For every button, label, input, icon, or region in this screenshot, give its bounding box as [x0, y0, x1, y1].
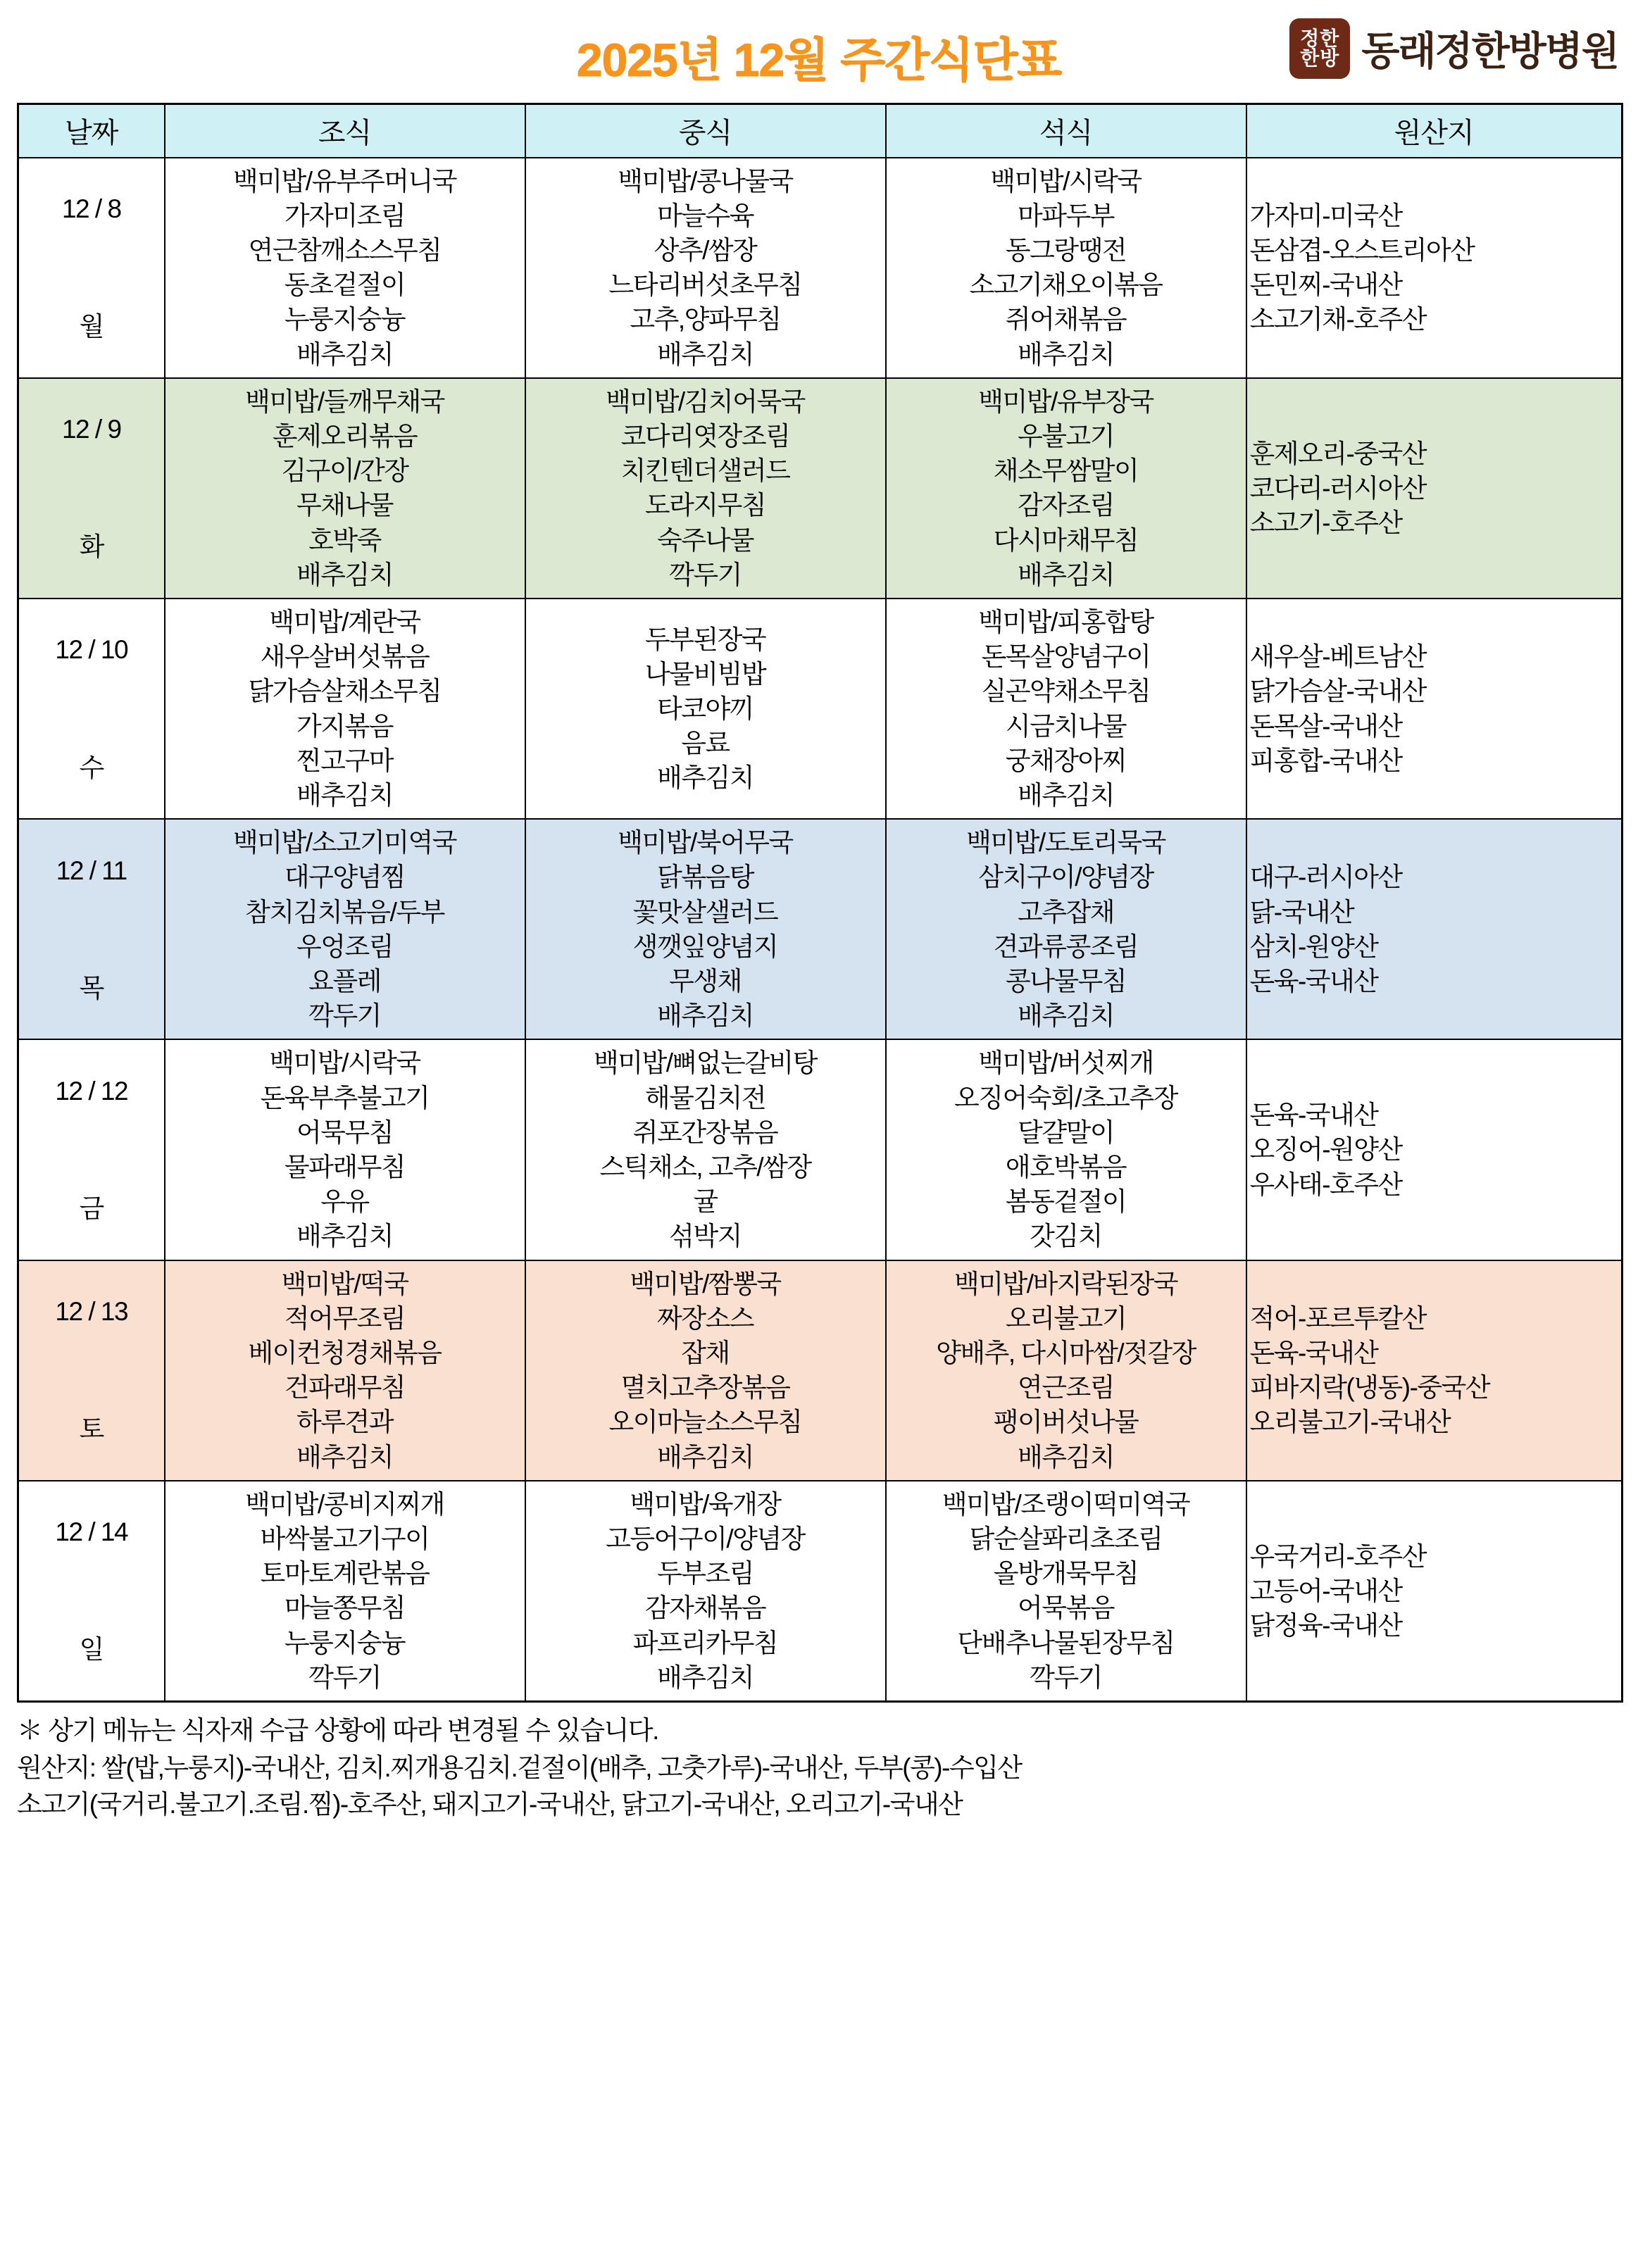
hospital-name: 동래정한방병원	[1361, 29, 1618, 73]
weekday-value: 월	[79, 312, 104, 342]
logo-line-2: 한방	[1300, 47, 1340, 69]
menu-item: 백미밥/북어무국	[618, 828, 793, 858]
menu-item: 베이컨청경채볶음	[248, 1339, 442, 1367]
cell-date	[18, 819, 165, 1039]
brand-block	[1289, 18, 1618, 79]
menu-item: 봄동겉절이	[1005, 1187, 1127, 1217]
menu-item: 백미밥/조랭이떡미역국	[942, 1489, 1190, 1519]
cell-dinner	[886, 599, 1246, 819]
cell-lunch	[525, 1481, 886, 1702]
origin-item: 피홍합-국내산	[1249, 746, 1402, 775]
menu-item: 배추김치	[657, 339, 754, 369]
origin-item: 돈육-국내산	[1249, 966, 1378, 996]
menu-item: 닭가슴살채소무침	[248, 677, 442, 706]
table-row	[18, 378, 1623, 599]
menu-item: 백미밥/들깨무채국	[245, 387, 444, 416]
menu-item: 백미밥/콩비지찌개	[245, 1489, 444, 1519]
origin-item: 훈제오리-중국산	[1249, 439, 1427, 468]
menu-item: 어묵볶음	[1018, 1593, 1114, 1623]
date-spacer	[22, 446, 161, 530]
menu-item: 잡채	[681, 1339, 730, 1367]
column-header-date: 날짜	[18, 104, 165, 158]
menu-item: 배추김치	[1018, 339, 1114, 369]
menu-item: 닭볶음탕	[657, 863, 754, 892]
menu-item: 애호박볶음	[1005, 1152, 1127, 1182]
footer-notes	[17, 1712, 1621, 1824]
menu-item: 삼치구이/양념장	[978, 863, 1154, 892]
date-value: 12 / 8	[61, 194, 121, 223]
table-row	[18, 1481, 1623, 1702]
menu-item: 배추김치	[1018, 780, 1114, 810]
menu-item: 배추김치	[657, 1662, 754, 1692]
menu-item: 상추/쌈장	[654, 235, 757, 265]
cell-date	[18, 1260, 165, 1481]
menu-item: 양배추, 다시마쌈/젓갈장	[936, 1339, 1196, 1367]
menu-item: 음료	[681, 729, 730, 758]
menu-item: 시금치나물	[1005, 711, 1127, 741]
menu-item: 치킨텐더샐러드	[620, 456, 790, 486]
menu-item: 대구양념찜	[284, 863, 406, 892]
menu-item: 참치김치볶음/두부	[245, 897, 444, 927]
menu-item: 백미밥/떡국	[281, 1269, 408, 1298]
menu-item: 스틱채소, 고추/쌈장	[599, 1152, 811, 1182]
cell-date	[18, 599, 165, 819]
cell-dinner	[886, 1481, 1246, 1702]
menu-item: 배추김치	[296, 780, 393, 810]
menu-item: 바싹불고기구이	[260, 1524, 430, 1554]
menu-item: 마파두부	[1018, 201, 1114, 230]
table-row	[18, 599, 1623, 819]
cell-breakfast	[165, 1260, 525, 1481]
date-value: 12 / 13	[55, 1297, 128, 1326]
menu-item: 배추김치	[1018, 1001, 1114, 1031]
menu-item: 해물김치전	[644, 1083, 766, 1113]
menu-item: 배추김치	[296, 560, 393, 589]
origin-item: 대구-러시아산	[1249, 863, 1402, 892]
weekday-value: 수	[79, 753, 104, 782]
menu-item: 꽃맛살샐러드	[632, 897, 778, 927]
menu-item: 우유	[320, 1187, 369, 1217]
origin-item: 고등어-국내산	[1249, 1576, 1402, 1605]
cell-breakfast	[165, 599, 525, 819]
date-spacer	[22, 1329, 161, 1412]
menu-item: 백미밥/도토리묵국	[966, 828, 1165, 858]
menu-item: 나물비빔밥	[644, 659, 766, 689]
weekday-value: 목	[79, 973, 104, 1003]
menu-item: 배추김치	[657, 763, 754, 793]
weekday-value: 화	[79, 532, 104, 562]
menu-item: 배추김치	[296, 1222, 393, 1251]
menu-item: 김구이/간장	[281, 456, 408, 486]
menu-item: 배추김치	[1018, 1442, 1114, 1472]
menu-item: 궁채장아찌	[1005, 746, 1127, 775]
menu-item: 누룽지숭늉	[284, 305, 406, 334]
table-row	[18, 1039, 1623, 1260]
menu-item: 백미밥/유부장국	[978, 387, 1154, 416]
cell-date	[18, 158, 165, 378]
origin-item: 피바지락(냉동)-중국산	[1249, 1373, 1490, 1403]
origin-item: 돈목살-국내산	[1249, 711, 1402, 741]
page-header	[17, 13, 1621, 103]
menu-item: 짜장소스	[657, 1303, 754, 1333]
menu-item: 배추김치	[296, 1442, 393, 1472]
cell-dinner	[886, 158, 1246, 378]
menu-item: 도라지무침	[644, 491, 766, 520]
menu-item: 콩나물무침	[1005, 966, 1127, 996]
menu-item: 백미밥/소고기미역국	[233, 828, 456, 858]
date-value: 12 / 11	[56, 856, 127, 885]
date-value: 12 / 12	[55, 1076, 128, 1105]
menu-item: 훈제오리볶음	[272, 421, 418, 451]
origin-item: 코다리-러시아산	[1249, 473, 1427, 503]
menu-item: 귤	[693, 1187, 718, 1217]
cell-breakfast	[165, 158, 525, 378]
menu-item: 생깻잎양념지	[632, 932, 778, 961]
hospital-logo-icon	[1289, 18, 1350, 79]
cell-lunch	[525, 378, 886, 599]
cell-origin	[1246, 1260, 1623, 1481]
menu-item: 올방개묵무침	[993, 1559, 1139, 1589]
cell-breakfast	[165, 1481, 525, 1702]
date-spacer	[22, 888, 161, 971]
menu-item: 고추잡채	[1018, 897, 1114, 927]
menu-item: 깍두기	[308, 1001, 381, 1031]
cell-dinner	[886, 1039, 1246, 1260]
date-spacer	[22, 1549, 161, 1632]
cell-origin	[1246, 599, 1623, 819]
origin-item: 돈육-국내산	[1249, 1101, 1378, 1130]
column-header-dinner: 석식	[886, 104, 1246, 158]
cell-lunch	[525, 819, 886, 1039]
menu-item: 건파래무침	[284, 1373, 406, 1403]
menu-item: 섞박지	[669, 1222, 742, 1251]
menu-item: 하루견과	[296, 1408, 393, 1437]
cell-dinner	[886, 819, 1246, 1039]
menu-item: 백미밥/시락국	[990, 166, 1142, 196]
origin-item: 돈삼겹-오스트리아산	[1249, 235, 1475, 265]
menu-item: 연근조림	[1018, 1373, 1114, 1403]
menu-item: 배추김치	[296, 339, 393, 369]
cell-date	[18, 378, 165, 599]
page-title: 2025년 12월 주간식단표	[576, 34, 1062, 86]
menu-item: 어묵무침	[296, 1117, 393, 1147]
cell-origin	[1246, 158, 1623, 378]
menu-item: 무생채	[669, 966, 742, 996]
menu-item: 백미밥/피홍합탕	[978, 607, 1154, 637]
menu-item: 우엉조림	[296, 932, 393, 961]
menu-item: 우불고기	[1018, 421, 1114, 451]
cell-origin	[1246, 1039, 1623, 1260]
note-line-3: 소고기(국거리.불고기.조림.찜)-호주산, 돼지고기-국내산, 닭고기-국내산, 오리고기-국내산	[17, 1790, 963, 1819]
origin-item: 새우살-베트남산	[1249, 642, 1427, 672]
cell-dinner	[886, 378, 1246, 599]
menu-item: 두부된장국	[644, 625, 766, 654]
menu-item: 소고기채오이볶음	[969, 270, 1163, 300]
origin-item: 삼치-원양산	[1249, 932, 1378, 961]
origin-item: 닭가슴살-국내산	[1249, 677, 1427, 706]
menu-item: 오징어숙회/초고추장	[954, 1083, 1177, 1113]
menu-item: 채소무쌈말이	[993, 456, 1139, 486]
date-value: 12 / 9	[61, 415, 121, 444]
menu-item: 돈목살양념구이	[981, 642, 1151, 672]
menu-item: 견과류콩조림	[993, 932, 1139, 961]
origin-item: 소고기-호주산	[1249, 508, 1402, 537]
table-row	[18, 158, 1623, 378]
menu-item: 새우살버섯볶음	[260, 642, 430, 672]
menu-item: 백미밥/유부주머니국	[233, 166, 456, 196]
cell-lunch	[525, 599, 886, 819]
menu-item: 마늘수육	[657, 201, 754, 230]
menu-item: 백미밥/버섯찌개	[978, 1048, 1154, 1078]
menu-item: 쥐어채볶음	[1005, 305, 1127, 334]
weekday-value: 토	[79, 1415, 104, 1444]
menu-item: 고등어구이/양념장	[606, 1524, 805, 1554]
menu-item: 코다리엿장조림	[620, 421, 790, 451]
date-spacer	[22, 668, 161, 751]
menu-item: 마늘쫑무침	[284, 1593, 406, 1623]
origin-item: 오리불고기-국내산	[1249, 1408, 1451, 1437]
column-header-breakfast: 조식	[165, 104, 525, 158]
menu-item: 가자미조림	[284, 201, 406, 230]
menu-item: 동초겉절이	[284, 270, 406, 300]
menu-item: 누룽지숭늉	[284, 1628, 406, 1658]
menu-item: 호박죽	[308, 525, 381, 555]
menu-item: 닭순살퐈리초조림	[969, 1524, 1163, 1554]
cell-lunch	[525, 1260, 886, 1481]
date-spacer	[22, 1108, 161, 1191]
menu-item: 팽이버섯나물	[993, 1408, 1139, 1437]
menu-item: 무채나물	[296, 491, 393, 520]
menu-item: 가지볶음	[296, 711, 393, 741]
menu-item: 고추,양파무침	[630, 305, 781, 334]
cell-breakfast	[165, 819, 525, 1039]
menu-item: 쥐포간장볶음	[632, 1117, 778, 1147]
weekday-value: 일	[79, 1635, 104, 1665]
origin-item: 가자미-미국산	[1249, 201, 1402, 230]
menu-item: 찐고구마	[296, 746, 393, 775]
menu-item: 멸치고추장볶음	[620, 1373, 790, 1403]
menu-item: 백미밥/콩나물국	[618, 166, 793, 196]
menu-item: 요플레	[308, 966, 381, 996]
column-header-lunch: 중식	[525, 104, 886, 158]
menu-item: 동그랑땡전	[1005, 235, 1127, 265]
table-row	[18, 1260, 1623, 1481]
menu-item: 감자조림	[1018, 491, 1114, 520]
weekday-value: 금	[79, 1193, 104, 1223]
menu-item: 백미밥/김치어묵국	[606, 387, 805, 416]
menu-item: 백미밥/뼈없는갈비탕	[594, 1048, 817, 1078]
menu-item: 느타리버섯초무침	[608, 270, 802, 300]
menu-item: 파프리카무침	[632, 1628, 778, 1658]
cell-origin	[1246, 378, 1623, 599]
menu-item: 백미밥/육개장	[630, 1489, 781, 1519]
origin-item: 닭정육-국내산	[1249, 1611, 1402, 1641]
weekly-menu-table	[17, 103, 1623, 1703]
menu-item: 돈육부추불고기	[260, 1083, 430, 1113]
date-value: 12 / 10	[55, 635, 128, 665]
origin-item: 적어-포르투칼산	[1249, 1303, 1427, 1333]
column-header-origin: 원산지	[1246, 104, 1623, 158]
origin-item: 돈육-국내산	[1249, 1339, 1378, 1367]
menu-item: 오리불고기	[1005, 1303, 1127, 1333]
origin-item: 오징어-원양산	[1249, 1135, 1402, 1165]
menu-item: 두부조림	[657, 1559, 754, 1589]
menu-item: 숙주나물	[657, 525, 754, 555]
menu-item: 달걀말이	[1018, 1117, 1114, 1147]
menu-item: 백미밥/바지락된장국	[954, 1269, 1177, 1298]
menu-item: 깍두기	[1030, 1662, 1102, 1692]
table-row	[18, 819, 1623, 1039]
menu-item: 깍두기	[669, 560, 742, 589]
cell-date	[18, 1039, 165, 1260]
menu-item: 백미밥/계란국	[269, 607, 420, 637]
date-value: 12 / 14	[55, 1517, 128, 1547]
menu-item: 감자채볶음	[644, 1593, 766, 1623]
menu-item: 물파래무침	[284, 1152, 406, 1182]
menu-item: 배추김치	[657, 1442, 754, 1472]
cell-breakfast	[165, 1039, 525, 1260]
table-header-row	[18, 104, 1623, 158]
menu-item: 배추김치	[657, 1001, 754, 1031]
origin-item: 닭-국내산	[1249, 897, 1354, 927]
menu-item: 갓김치	[1030, 1222, 1102, 1251]
menu-item: 오이마늘소스무침	[608, 1408, 802, 1437]
menu-item: 배추김치	[1018, 560, 1114, 589]
menu-item: 깍두기	[308, 1662, 381, 1692]
cell-lunch	[525, 158, 886, 378]
cell-breakfast	[165, 378, 525, 599]
menu-item: 백미밥/짬뽕국	[630, 1269, 781, 1298]
menu-item: 연근참깨소스무침	[248, 235, 442, 265]
cell-origin	[1246, 1481, 1623, 1702]
logo-line-1: 정한	[1300, 27, 1340, 49]
origin-item: 우사태-호주산	[1249, 1170, 1402, 1199]
menu-item: 적어무조림	[284, 1303, 406, 1333]
menu-item: 단배추나물된장무침	[957, 1628, 1175, 1658]
note-line-1: ＊ 상기 메뉴는 식자재 수급 상황에 따라 변경될 수 있습니다.	[17, 1716, 658, 1746]
cell-dinner	[886, 1260, 1246, 1481]
cell-date	[18, 1481, 165, 1702]
menu-item: 다시마채무침	[993, 525, 1139, 555]
menu-item: 토마토계란볶음	[260, 1559, 430, 1589]
date-spacer	[22, 226, 161, 309]
menu-item: 실곤약채소무침	[981, 677, 1151, 706]
cell-origin	[1246, 819, 1623, 1039]
origin-item: 돈민찌-국내산	[1249, 270, 1402, 300]
menu-item: 타코야끼	[657, 694, 754, 723]
cell-lunch	[525, 1039, 886, 1260]
origin-item: 우국거리-호주산	[1249, 1541, 1427, 1571]
note-line-2: 원산지: 쌀(밥,누룽지)-국내산, 김치.찌개용김치.겉절이(배추, 고춧가루)-국내산, 두부(콩)-수입산	[17, 1753, 1022, 1782]
menu-item: 백미밥/시락국	[269, 1048, 420, 1078]
origin-item: 소고기채-호주산	[1249, 305, 1427, 334]
